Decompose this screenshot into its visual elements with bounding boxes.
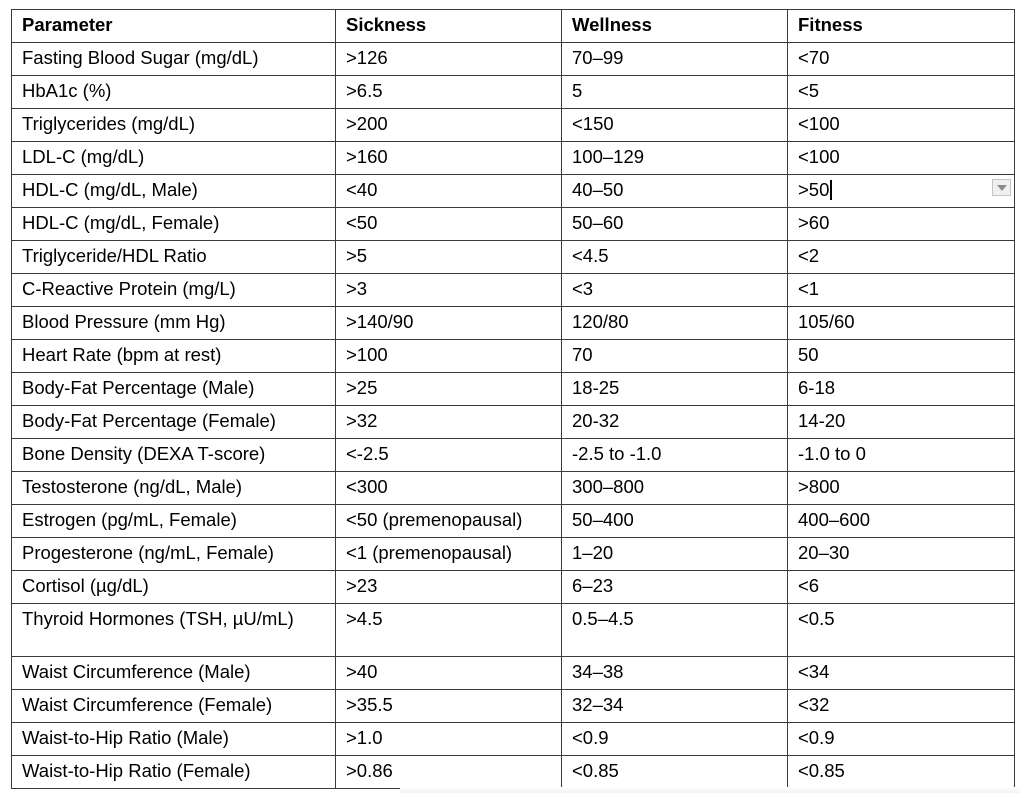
table-cell[interactable]: <0.85 — [562, 756, 788, 789]
table-cell[interactable]: >23 — [336, 571, 562, 604]
table-cell[interactable]: >32 — [336, 406, 562, 439]
table-cell[interactable]: <100 — [788, 109, 1015, 142]
table-cell[interactable]: Blood Pressure (mm Hg) — [12, 307, 336, 340]
table-cell[interactable]: >140/90 — [336, 307, 562, 340]
table-cell[interactable]: Waist Circumference (Female) — [12, 690, 336, 723]
table-row — [12, 274, 1015, 307]
table-row — [12, 439, 1015, 472]
table-cell[interactable]: >160 — [336, 142, 562, 175]
table-cell[interactable]: 5 — [562, 76, 788, 109]
table-cell[interactable]: <40 — [336, 175, 562, 208]
header-parameter[interactable]: Parameter — [12, 10, 336, 43]
table-cell[interactable]: Body-Fat Percentage (Male) — [12, 373, 336, 406]
table-cell[interactable]: >25 — [336, 373, 562, 406]
header-row — [12, 10, 1015, 43]
table-row — [12, 43, 1015, 76]
table-cell[interactable]: 300–800 — [562, 472, 788, 505]
table-row — [12, 373, 1015, 406]
table-cell[interactable]: Triglycerides (mg/dL) — [12, 109, 336, 142]
table-row — [12, 76, 1015, 109]
table-row — [12, 657, 1015, 690]
table-cell[interactable]: Triglyceride/HDL Ratio — [12, 241, 336, 274]
table-row — [12, 604, 1015, 657]
table-row — [12, 340, 1015, 373]
table-row — [12, 175, 1015, 208]
table-cell[interactable]: Fasting Blood Sugar (mg/dL) — [12, 43, 336, 76]
table-cell[interactable]: <0.9 — [562, 723, 788, 756]
table-cell[interactable]: <32 — [788, 690, 1015, 723]
active-edit-cell[interactable] — [788, 175, 1015, 208]
table-cell[interactable]: <0.9 — [788, 723, 1015, 756]
table-cell[interactable]: Waist-to-Hip Ratio (Female) — [12, 756, 336, 789]
table-cell[interactable]: Bone Density (DEXA T-score) — [12, 439, 336, 472]
table-cell[interactable]: <50 — [336, 208, 562, 241]
table-cell[interactable]: <100 — [788, 142, 1015, 175]
table-row — [12, 109, 1015, 142]
table-row — [12, 142, 1015, 175]
header-fitness[interactable]: Fitness — [788, 10, 1015, 43]
table-cell[interactable]: <0.5 — [788, 604, 1015, 657]
table-cell[interactable]: <-2.5 — [336, 439, 562, 472]
table-cell[interactable]: >3 — [336, 274, 562, 307]
table-row — [12, 241, 1015, 274]
document-table-container — [11, 9, 1014, 789]
table-cell[interactable]: >4.5 — [336, 604, 562, 657]
table-row — [12, 472, 1015, 505]
table-cell[interactable]: 18-25 — [562, 373, 788, 406]
cell-dropdown-button[interactable] — [992, 179, 1011, 196]
table-cell[interactable]: <2 — [788, 241, 1015, 274]
table-cell[interactable]: <6 — [788, 571, 1015, 604]
table-cell[interactable]: LDL-C (mg/dL) — [12, 142, 336, 175]
table-cell[interactable]: Cortisol (µg/dL) — [12, 571, 336, 604]
table-cell[interactable]: Heart Rate (bpm at rest) — [12, 340, 336, 373]
table-row — [12, 538, 1015, 571]
table-cell[interactable]: 40–50 — [562, 175, 788, 208]
table-cell[interactable]: <1 (premenopausal) — [336, 538, 562, 571]
table-cell[interactable]: Estrogen (pg/mL, Female) — [12, 505, 336, 538]
table-cell[interactable]: 6-18 — [788, 373, 1015, 406]
table-cell[interactable]: >5 — [336, 241, 562, 274]
table-cell[interactable]: C-Reactive Protein (mg/L) — [12, 274, 336, 307]
table-row — [12, 690, 1015, 723]
table-cell[interactable]: 50–60 — [562, 208, 788, 241]
table-cell[interactable]: >35.5 — [336, 690, 562, 723]
table-cell[interactable]: 14-20 — [788, 406, 1015, 439]
table-cell[interactable]: <50 (premenopausal) — [336, 505, 562, 538]
table-cell[interactable]: >1.0 — [336, 723, 562, 756]
table-cell[interactable]: Waist-to-Hip Ratio (Male) — [12, 723, 336, 756]
table-cell[interactable]: 400–600 — [788, 505, 1015, 538]
table-cell[interactable]: <3 — [562, 274, 788, 307]
table-cell[interactable]: >6.5 — [336, 76, 562, 109]
table-row — [12, 406, 1015, 439]
header-sickness[interactable]: Sickness — [336, 10, 562, 43]
table-cell[interactable]: >60 — [788, 208, 1015, 241]
table-cell[interactable]: Thyroid Hormones (TSH, µU/mL) — [12, 604, 336, 657]
table-cell[interactable]: HDL-C (mg/dL, Male) — [12, 175, 336, 208]
table-cell[interactable]: <4.5 — [562, 241, 788, 274]
table-cell[interactable]: 20-32 — [562, 406, 788, 439]
table-cell[interactable]: Progesterone (ng/mL, Female) — [12, 538, 336, 571]
table-cell[interactable]: >126 — [336, 43, 562, 76]
table-cell[interactable]: 34–38 — [562, 657, 788, 690]
table-cell[interactable]: 20–30 — [788, 538, 1015, 571]
table-cell[interactable]: >800 — [788, 472, 1015, 505]
table-cell[interactable]: <70 — [788, 43, 1015, 76]
active-cell-text: >50 — [798, 179, 830, 200]
table-cell[interactable]: >100 — [336, 340, 562, 373]
table-cell[interactable]: 0.5–4.5 — [562, 604, 788, 657]
table-cell[interactable]: <34 — [788, 657, 1015, 690]
health-parameters-table — [11, 9, 1015, 789]
table-cell[interactable]: 6–23 — [562, 571, 788, 604]
table-cell[interactable]: <0.85 — [788, 756, 1015, 789]
table-cell[interactable]: 50 — [788, 340, 1015, 373]
table-cell[interactable]: -1.0 to 0 — [788, 439, 1015, 472]
page-edge-shadow — [400, 787, 1020, 793]
table-cell[interactable]: >200 — [336, 109, 562, 142]
table-cell[interactable]: 50–400 — [562, 505, 788, 538]
table-row — [12, 208, 1015, 241]
table-cell[interactable]: HbA1c (%) — [12, 76, 336, 109]
table-cell[interactable]: <5 — [788, 76, 1015, 109]
table-cell[interactable]: Testosterone (ng/dL, Male) — [12, 472, 336, 505]
table-cell[interactable]: 1–20 — [562, 538, 788, 571]
table-row — [12, 723, 1015, 756]
table-cell[interactable]: 100–129 — [562, 142, 788, 175]
table-cell[interactable]: 120/80 — [562, 307, 788, 340]
table-cell[interactable]: >40 — [336, 657, 562, 690]
table-cell[interactable]: Body-Fat Percentage (Female) — [12, 406, 336, 439]
chevron-down-icon — [997, 185, 1007, 191]
table-cell[interactable]: 105/60 — [788, 307, 1015, 340]
table-cell[interactable]: <150 — [562, 109, 788, 142]
table-cell[interactable]: HDL-C (mg/dL, Female) — [12, 208, 336, 241]
table-cell[interactable]: 70–99 — [562, 43, 788, 76]
table-row — [12, 571, 1015, 604]
table-cell[interactable]: Waist Circumference (Male) — [12, 657, 336, 690]
table-cell[interactable]: 70 — [562, 340, 788, 373]
table-cell[interactable]: <1 — [788, 274, 1015, 307]
table-cell[interactable]: 32–34 — [562, 690, 788, 723]
table-row — [12, 505, 1015, 538]
table-cell[interactable]: <300 — [336, 472, 562, 505]
text-cursor — [830, 180, 832, 200]
table-cell[interactable]: -2.5 to -1.0 — [562, 439, 788, 472]
header-wellness[interactable]: Wellness — [562, 10, 788, 43]
table-cell[interactable]: >0.86 — [336, 756, 562, 789]
table-row — [12, 307, 1015, 340]
table-row — [12, 756, 1015, 789]
